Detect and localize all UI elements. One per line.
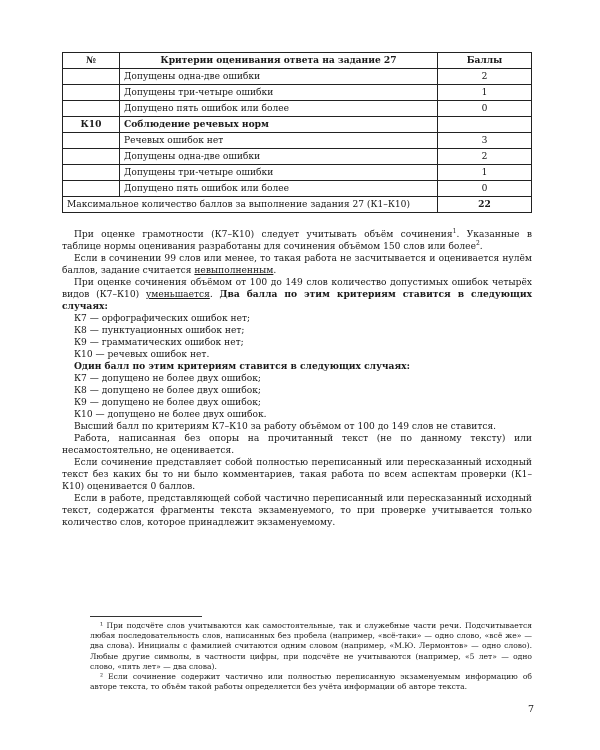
paragraph-no-support: Работа, написанная без опоры на прочитанный текст (не по данному тексту) или несамостоятельно, не оценивается. [62, 434, 532, 456]
table-row [63, 101, 532, 117]
header-points: Баллы [438, 53, 532, 69]
list-item: К9 — грамматических ошибок нет; [74, 338, 244, 348]
paragraph-under-99: Если в сочинении 99 слов или менее, то такая работа не засчитывается и оценивается нулём баллов, задание считается невыполненным. [62, 254, 532, 276]
k10-title: Соблюдение речевых норм [120, 117, 438, 133]
criterion-text: Допущено пять ошибок или более [120, 181, 438, 197]
page-content [62, 52, 532, 529]
max-score-text: Максимальное количество баллов за выполнение задания 27 (К1–К10) [63, 197, 438, 213]
k10-header-row [63, 117, 532, 133]
one-point-list [62, 373, 532, 421]
criteria-table [62, 52, 532, 213]
paragraph-high-score: Высший балл по критериям К7–К10 за работу объёмом от 100 до 149 слов не ставится. [74, 422, 497, 432]
criterion-text: Допущены три-четыре ошибки [120, 85, 438, 101]
two-points-heading: Два балла по этим критериям ставится в следующих случаях: [62, 289, 532, 312]
criterion-text: Допущены одна-две ошибки [120, 69, 438, 85]
list-item: К10 — речевых ошибок нет. [74, 350, 210, 360]
table-row [63, 69, 532, 85]
footnote-ref-1: 1 [452, 227, 457, 235]
paragraph-partial: Если в работе, представляющей собой частично переписанный или пересказанный исходный текст, содержатся фрагменты текста экзаменуемого, то при проверке учитывается только количество слов, которое принадлежит экзаменуемому. [62, 494, 532, 528]
criterion-points: 2 [438, 149, 532, 165]
footnote-2: ² Если сочинение содержит частично или полностью переписанную экзаменуемым информацию об авторе текста, то объём такой работы определяется без учёта информации об авторе текста. [90, 671, 532, 692]
paragraph-volume: При оценке грамотности (К7–К10) следует учитывать объём сочинения$^1$. Указанные в таблице нормы оценивания разработаны для сочинения объёмом 150 слов или более$^2$. [62, 227, 532, 252]
paragraph-copied: Если сочинение представляет собой полностью переписанный или пересказанный исходный текст без каких бы то ни было комментариев, такая работа по всем аспектам проверки (К1–К10) оценивается 0 баллов. [62, 458, 532, 492]
list-item: К9 — допущено не более двух ошибок; [74, 398, 261, 408]
one-point-heading: Один балл по этим критериям ставится в следующих случаях: [74, 361, 410, 372]
table-row [63, 133, 532, 149]
footnotes [90, 621, 532, 692]
header-criteria: Критерии оценивания ответа на задание 27 [120, 53, 438, 69]
footnote-1: ¹ При подсчёте слов учитываются как самостоятельные, так и служебные части речи. Подсчитывается любая последовательность слов, написанных без пробела (например, «всё-таки» — одно слово, «всё же» — два слова). Инициалы с фамилией считаются одним словом (например, «М.Ю. Лермонтов» — одно слово). Любые другие символы, в частности цифры, при подсчёте не учитываются (например, «5 лет» — одно слово, «пять лет» — два слова). [90, 621, 532, 671]
criterion-text: Допущены три-четыре ошибки [120, 165, 438, 181]
criterion-text: Допущено пять ошибок или более [120, 101, 438, 117]
criterion-text: Речевых ошибок нет [120, 133, 438, 149]
list-item: К8 — допущено не более двух ошибок; [74, 386, 261, 396]
table-row [63, 149, 532, 165]
max-score-row [63, 197, 532, 213]
two-points-list [62, 313, 532, 361]
table-row [63, 181, 532, 197]
list-item: К7 — орфографических ошибок нет; [74, 314, 251, 324]
list-item: К10 — допущено не более двух ошибок. [74, 410, 267, 420]
underlined-word: уменьшается [145, 290, 210, 300]
list-item: К8 — пунктуационных ошибок нет; [74, 326, 245, 336]
footnote-divider [90, 616, 202, 617]
body-text [62, 229, 532, 529]
footnote-ref-2: 2 [475, 239, 480, 247]
criterion-points: 1 [438, 85, 532, 101]
k10-code: К10 [63, 117, 120, 133]
page-number: 7 [528, 704, 535, 715]
table-row [63, 85, 532, 101]
criterion-points: 2 [438, 69, 532, 85]
list-item: К7 — допущено не более двух ошибок; [74, 374, 261, 384]
criterion-points: 3 [438, 133, 532, 149]
criterion-points: 0 [438, 101, 532, 117]
criterion-points: 0 [438, 181, 532, 197]
max-score-points: 22 [438, 197, 532, 213]
table-row [63, 165, 532, 181]
paragraph-100-149: При оценке сочинения объёмом от 100 до 149 слов количество допустимых ошибок четырёх видов (К7–К10) уменьшается. Два балла по этим критериям ставится в следующих случаях: [62, 278, 532, 312]
criterion-text: Допущены одна-две ошибки [120, 149, 438, 165]
header-num: № [63, 53, 120, 69]
criterion-points: 1 [438, 165, 532, 181]
table-header-row [63, 53, 532, 69]
underlined-word: невыполненным [194, 266, 274, 276]
